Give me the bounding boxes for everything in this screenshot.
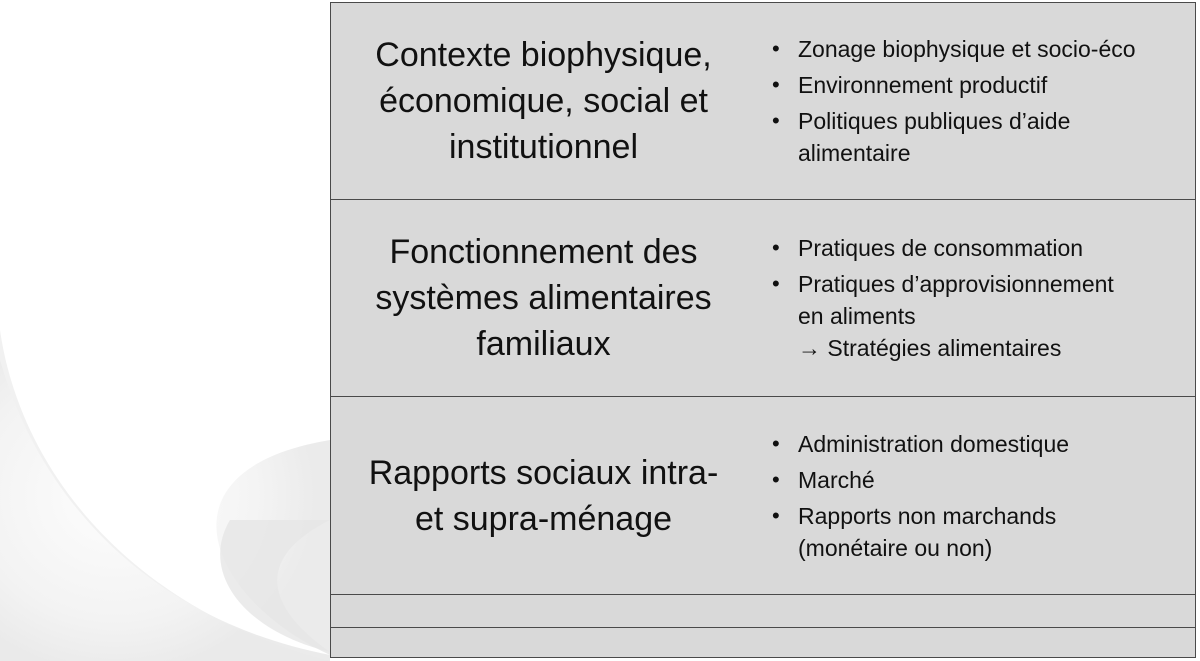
empty-row (331, 628, 1195, 657)
bullet-dot-icon: • (772, 430, 780, 456)
bullet-item (770, 428, 1189, 460)
bullet-item (770, 500, 1189, 564)
bullet-text: Marché (798, 466, 875, 493)
title-line: familiaux (476, 325, 611, 363)
bullet-subtext: → Stratégies alimentaires (798, 335, 1062, 361)
bullet-dot-icon: • (772, 466, 780, 492)
title-line: systèmes alimentaires (375, 279, 712, 317)
bullet-dot-icon: • (772, 271, 780, 296)
bullet-text: alimentaire (798, 140, 911, 166)
empty-row (331, 595, 1195, 628)
title-line: économique, social et (379, 82, 708, 120)
bullet-list (756, 228, 1195, 368)
bullet-item (770, 69, 1189, 101)
bullet-text: Environnement productif (798, 72, 1048, 98)
bullet-text: (monétaire ou non) (798, 534, 993, 561)
bullet-dot-icon: • (772, 502, 780, 528)
title-line: institutionnel (448, 128, 638, 166)
section-title (331, 229, 756, 367)
bullet-dot-icon: • (772, 36, 780, 61)
bullet-text: Pratiques de consommation (798, 235, 1084, 261)
title-line: Fonctionnement des (389, 233, 698, 271)
bullet-text: Politiques publiques d’aide (798, 108, 1071, 134)
bullet-item (770, 33, 1189, 65)
title-line: Rapports sociaux intra- (368, 453, 719, 492)
section-title (331, 32, 756, 170)
section-context (331, 3, 1195, 200)
bullet-text: Rapports non marchands (798, 502, 1057, 529)
bullet-dot-icon: • (772, 108, 780, 133)
bullet-list (756, 29, 1195, 173)
bullet-dot-icon: • (772, 72, 780, 97)
bullet-item (770, 232, 1189, 264)
bullet-text: Administration domestique (798, 430, 1070, 457)
bullet-text: Pratiques d’approvisionnement (798, 271, 1114, 297)
bullet-text: Zonage biophysique et socio-éco (798, 36, 1136, 62)
bullet-item (770, 268, 1189, 364)
section-food-systems (331, 200, 1195, 397)
bullet-list (756, 424, 1195, 568)
section-title (331, 450, 756, 542)
bullet-item (770, 105, 1189, 169)
bullet-dot-icon: • (772, 235, 780, 260)
title-line: Contexte biophysique, (375, 36, 712, 74)
title-line: et supra-ménage (414, 499, 673, 538)
bullet-item (770, 464, 1189, 496)
bullet-text: en aliments (798, 303, 916, 329)
diagram-table (330, 2, 1196, 658)
section-social-relations (331, 397, 1195, 595)
